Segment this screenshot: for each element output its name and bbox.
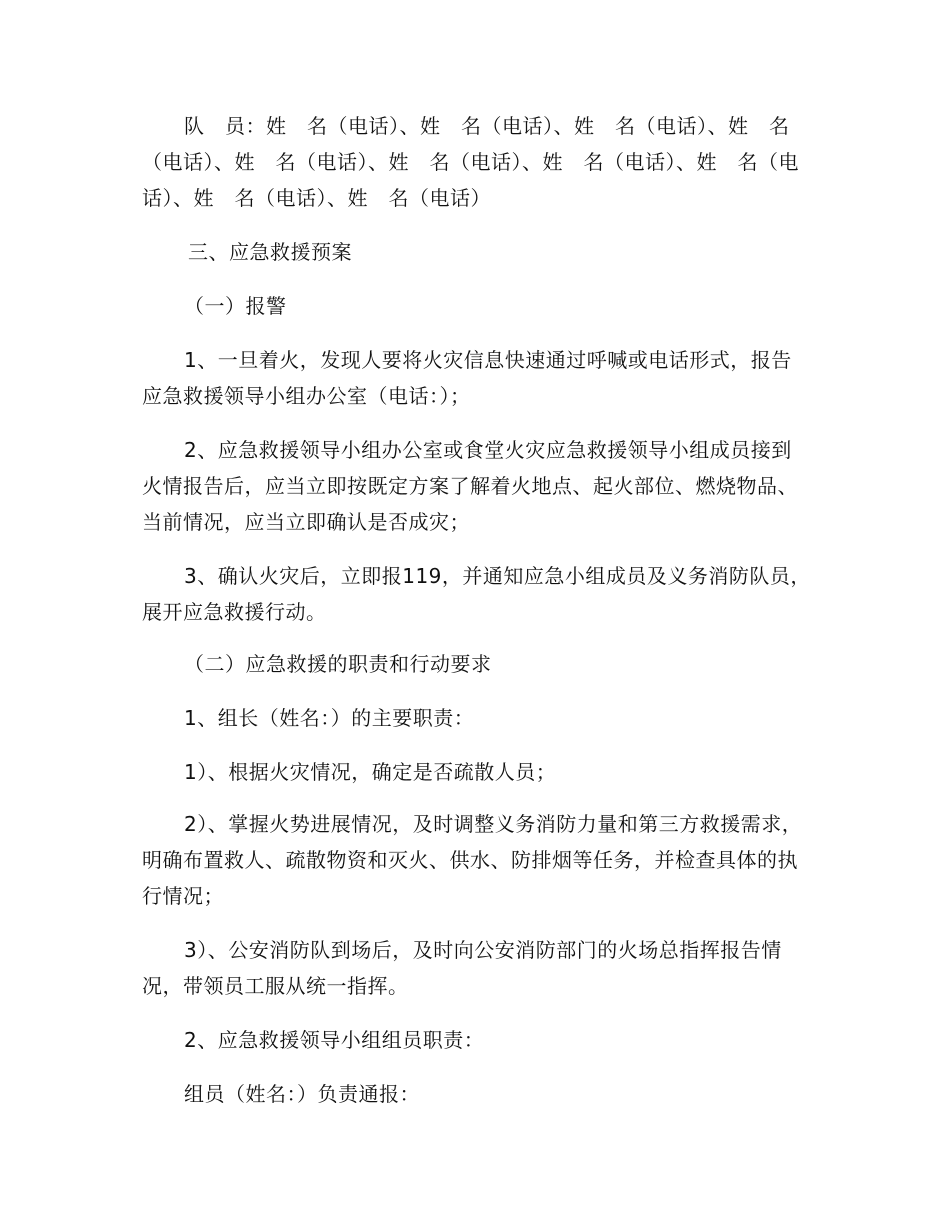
member-duties-heading: 2、应急救援领导小组组员职责： (184, 1028, 485, 1052)
leader-duty-2: 2）、掌握火势进展情况，及时调整义务消防力量和第三方救援需求，明确布置救人、疏散物资和灭火、供水、防排烟等任务，并检查具体的执行情况； (142, 812, 803, 908)
leader-duty-3: 3）、公安消防队到场后，及时向公安消防部门的火场总指挥报告情况，带领员工服从统一指挥。 (142, 938, 782, 998)
subsection-heading-duties: （二）应急救援的职责和行动要求 (184, 652, 492, 676)
leader-duty-1: 1）、根据火灾情况，确定是否疏散人员； (184, 760, 557, 784)
section-heading-emergency-plan: 三、应急救援预案 (188, 240, 352, 264)
alarm-step-3: 3、确认火灾后，立即报119，并通知应急小组成员及义务消防队员，展开应急救援行动。 (142, 564, 811, 624)
alarm-step-1: 1、一旦着火，发现人要将火灾信息快速通过呼喊或电话形式，报告应急救援领导小组办公室（电话：）； (142, 348, 792, 408)
alarm-step-2: 2、应急救援领导小组办公室或食堂火灾应急救援领导小组成员接到火情报告后，应当立即按既定方案了解着火地点、起火部位、燃烧物品、当前情况，应当立即确认是否成灾； (142, 438, 798, 534)
subsection-heading-alarm: （一）报警 (184, 294, 287, 318)
team-members-paragraph: 队 员：姓 名（电话）、姓 名（电话）、姓 名（电话）、姓 名（电话）、姓 名（电话）、姓 名（电话）、姓 名（电话）、姓 名（电话）、姓 名（电话）、姓 名（电话） (142, 114, 799, 210)
member-notify-duty: 组员（姓名：）负责通报： (184, 1082, 420, 1106)
leader-duties-heading: 1、组长（姓名：）的主要职责： (184, 706, 475, 730)
